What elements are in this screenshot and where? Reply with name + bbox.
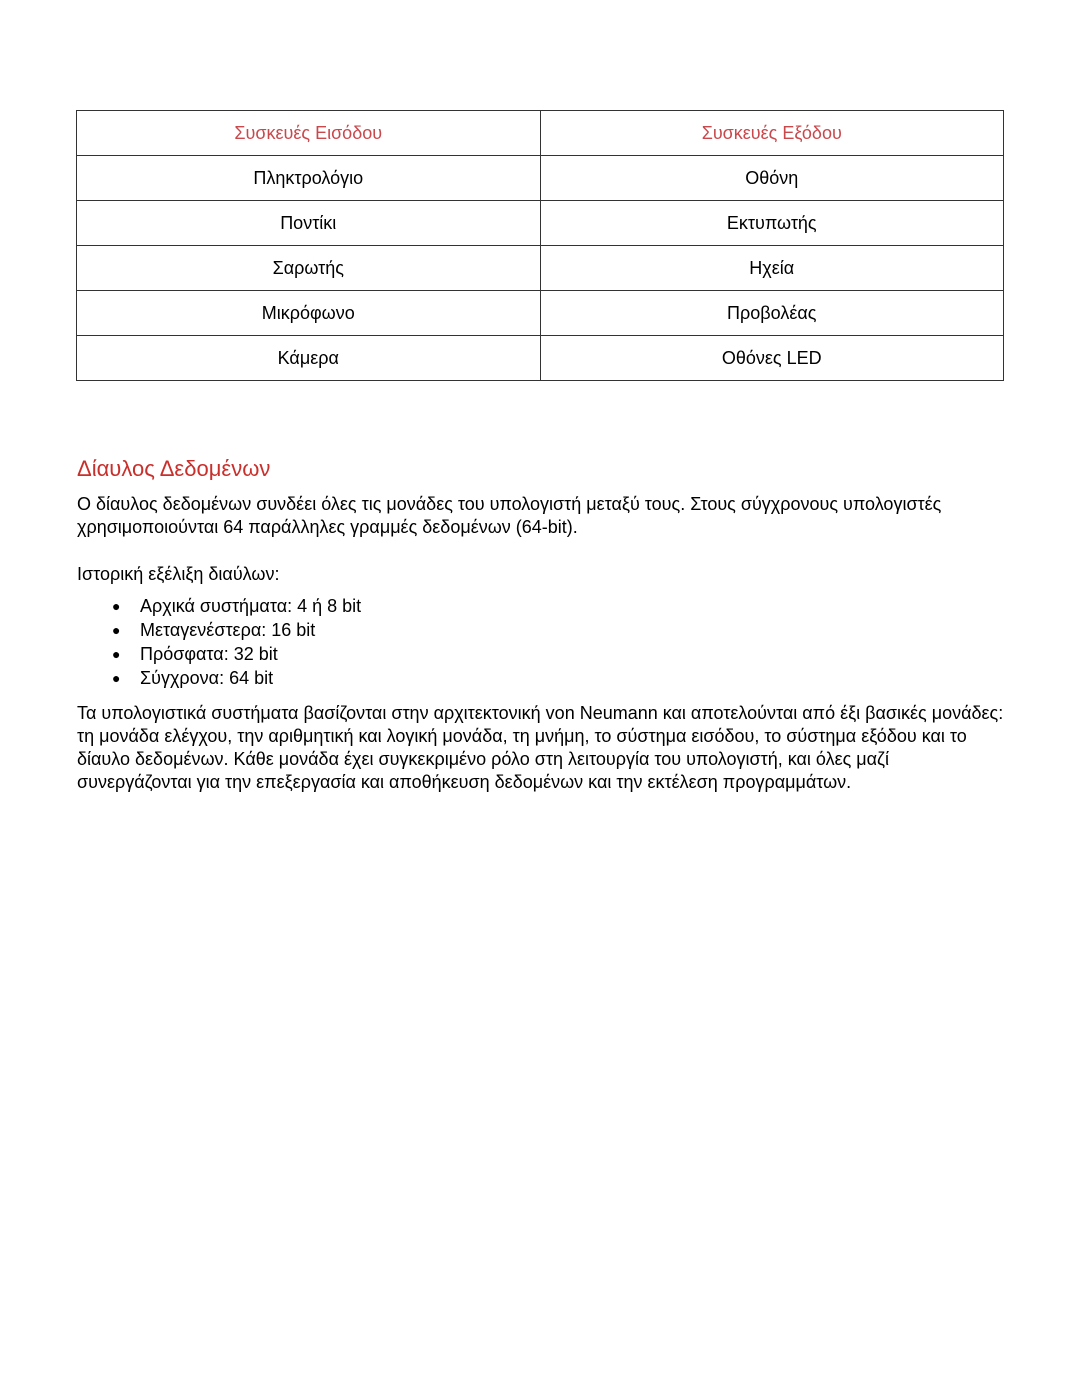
input-device-cell: Σαρωτής <box>77 246 541 291</box>
input-device-cell: Κάμερα <box>77 336 541 381</box>
input-device-cell: Μικρόφωνο <box>77 291 541 336</box>
bullet-icon: ● <box>112 670 121 686</box>
output-device-cell: Οθόνες LED <box>540 336 1004 381</box>
bullet-icon: ● <box>112 646 121 662</box>
output-device-cell: Ηχεία <box>540 246 1004 291</box>
list-item <box>77 618 361 642</box>
table-row <box>77 246 1004 291</box>
list-item-text: Πρόσφατα: 32 bit <box>140 644 278 664</box>
list-item-text: Σύγχρονα: 64 bit <box>140 668 274 688</box>
intro-paragraph: Ο δίαυλος δεδομένων συνδέει όλες τις μονάδες του υπολογιστή μεταξύ τους. Στους σύγχρονους υπολογιστές χρησιμοποιούνται 64 παράλληλες γραμμές δεδομένων (64-bit). <box>77 494 942 537</box>
bullet-icon: ● <box>112 622 121 638</box>
devices-table <box>76 110 1004 381</box>
table-header-row <box>77 111 1004 156</box>
table-row <box>77 336 1004 381</box>
history-label: Ιστορική εξέλιξη διαύλων: <box>77 564 280 584</box>
section-heading: Δίαυλος Δεδομένων <box>77 456 271 481</box>
input-device-cell: Ποντίκι <box>77 201 541 246</box>
table-row <box>77 156 1004 201</box>
bullet-icon: ● <box>112 598 121 614</box>
bus-history-list <box>77 594 361 690</box>
list-item-text: Μεταγενέστερα: 16 bit <box>140 620 316 640</box>
table-row <box>77 291 1004 336</box>
output-device-cell: Προβολέας <box>540 291 1004 336</box>
list-item-text: Αρχικά συστήματα: 4 ή 8 bit <box>140 596 362 616</box>
list-item <box>77 594 361 618</box>
input-devices-header: Συσκευές Εισόδου <box>77 111 541 156</box>
input-device-cell: Πληκτρολόγιο <box>77 156 541 201</box>
summary-paragraph: Τα υπολογιστικά συστήματα βασίζονται στην αρχιτεκτονική von Neumann και αποτελούνται από έξι βασικές μονάδες: τη μονάδα ελέγχου, την αριθμητική και λογική μονάδα, τη μνήμη, το σύστημα εισόδου, το σύστημα εξόδου και το δίαυλο δεδομένων. Κάθε μονάδα έχει συγκεκριμένο ρόλο στη λειτουργία του υπολογιστή, και όλες μαζί συνεργάζονται για την επεξεργασία και αποθήκευση δεδομένων και την εκτέλεση προγραμμάτων. <box>77 703 1004 792</box>
list-item <box>77 666 361 690</box>
output-device-cell: Εκτυπωτής <box>540 201 1004 246</box>
output-device-cell: Οθόνη <box>540 156 1004 201</box>
table-row <box>77 201 1004 246</box>
list-item <box>77 642 361 666</box>
output-devices-header: Συσκευές Εξόδου <box>540 111 1004 156</box>
